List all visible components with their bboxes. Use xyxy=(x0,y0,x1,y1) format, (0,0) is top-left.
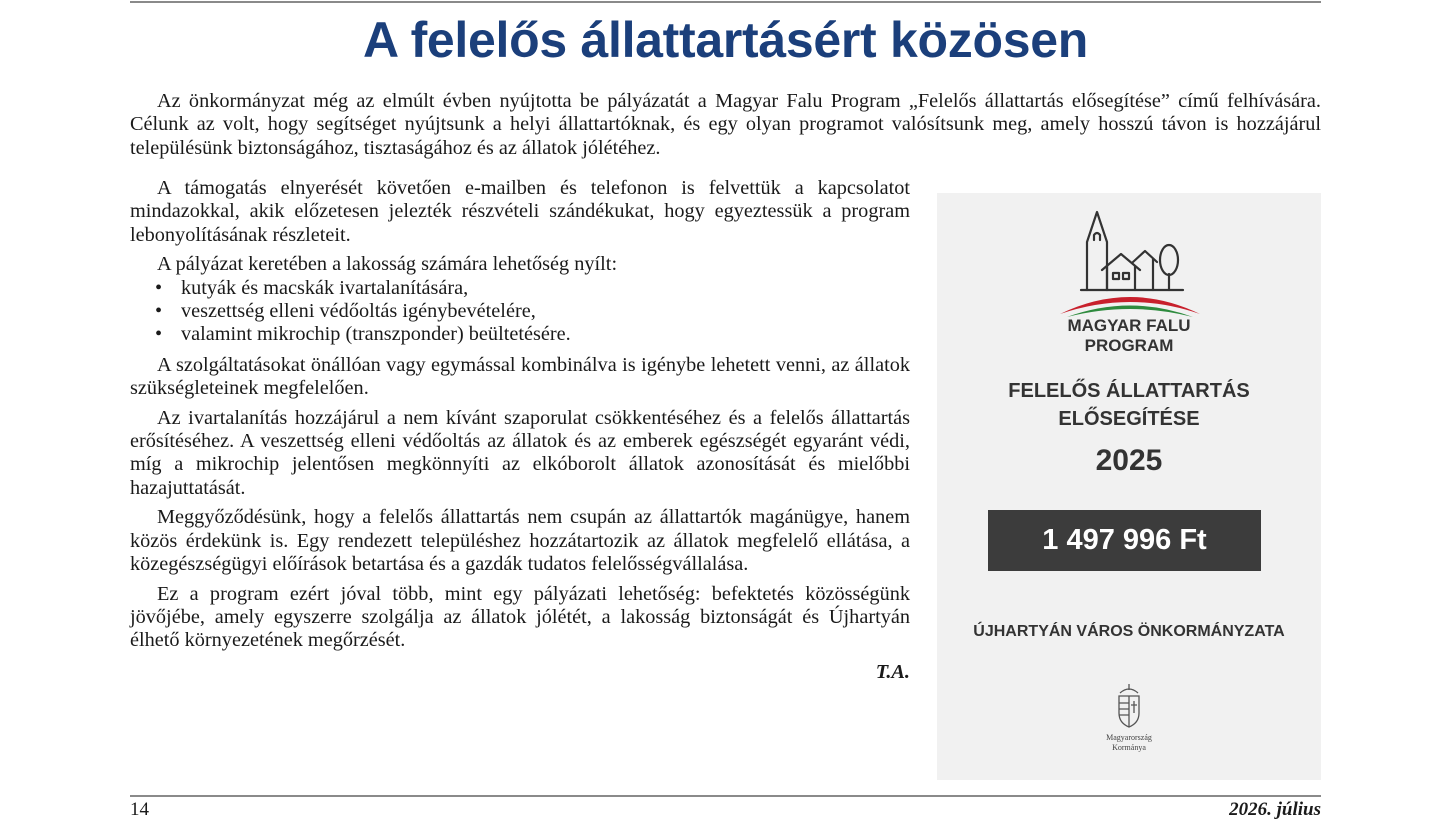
program-title xyxy=(937,377,1321,433)
top-rule xyxy=(130,1,1321,3)
list-item-text: kutyák és macskák ivartalanítására, xyxy=(181,276,469,299)
article-title: A felelős állattartásért közösen xyxy=(363,12,1088,68)
village-logo-icon xyxy=(1055,208,1205,318)
government-label xyxy=(937,733,1321,753)
body-paragraph: Ez a program ezért jóval több, mint egy pályázati lehetőség: befektetés közösségünk jövőjébe, amely egyszerre szolgálja az állatok jólétét, a lakosság biztonságát és Újhartyán élhető környezetének megőrzését. xyxy=(130,582,910,652)
beneficiary-name: ÚJHARTYÁN VÁROS ÖNKORMÁNYZATA xyxy=(973,623,1285,640)
government-line: Kormánya xyxy=(1112,743,1146,752)
body-paragraph: A szolgáltatásokat önállóan vagy egymással kombinálva is igénybe lehetett venni, az állatok szükségleteinek megfelelően. xyxy=(130,353,910,399)
page-number: 14 xyxy=(130,799,149,820)
article-body xyxy=(130,177,910,684)
list-item xyxy=(130,323,910,346)
program-title-line: ELŐSEGÍTÉSE xyxy=(1058,408,1200,430)
bullet-icon: • xyxy=(155,299,163,322)
coat-of-arms-icon xyxy=(1112,683,1146,729)
issue-date: 2026. július xyxy=(1229,799,1321,820)
body-paragraph: Az ivartalanítás hozzájárul a nem kívánt szaporulat csökkentéséhez és a felelős állattartás erősítéséhez. A veszettség elleni védőoltás az állatok és az emberek egészségét egyaránt védi, míg a mikrochip jelentősen megkönnyíti az elkóborolt állatok azonosítását és mielőbbi hazajuttatását. xyxy=(130,406,910,499)
program-title-line: FELELŐS ÁLLATTARTÁS xyxy=(1008,380,1250,402)
brand-line: MAGYAR FALU xyxy=(1067,316,1191,335)
government-line: Magyarország xyxy=(1106,733,1152,742)
list-item xyxy=(130,277,910,300)
bottom-rule xyxy=(130,795,1321,797)
body-paragraph: A pályázat keretében a lakosság számára lehetőség nyílt: xyxy=(157,253,618,276)
list-item-text: veszettség elleni védőoltás igénybevételére, xyxy=(181,299,536,322)
list-item-text: valamint mikrochip (transzponder) beültetésére. xyxy=(181,323,571,346)
program-info-panel xyxy=(937,193,1321,780)
service-list xyxy=(130,277,910,347)
grant-amount: 1 497 996 Ft xyxy=(988,510,1261,571)
bullet-icon: • xyxy=(155,276,163,299)
body-paragraph: Meggyőződésünk, hogy a felelős állattartás nem csupán az állattartók magánügye, hanem közös érdekünk is. Egy rendezett településhez hozzátartozik az állatok megfelelő ellátása, a közegészségügyi előírások betartása és a gazdák tudatos felelősségvállalása. xyxy=(130,506,910,575)
program-year: 2025 xyxy=(1095,444,1163,477)
bullet-icon: • xyxy=(155,323,163,346)
intro-paragraph: Az önkormányzat még az elmúlt évben nyújtotta be pályázatát a Magyar Falu Program „Felelős állattartás elősegítése” című felhívására. Célunk az volt, hogy segítséget nyújtsunk a helyi állattartóknak, és egy olyan programot valósítsunk meg, amely hosszú távon is hozzájárul településünk biztonságához, tisztaságához és az állatok jólétéhez. xyxy=(130,90,1321,159)
program-brand xyxy=(937,316,1321,356)
brand-line: PROGRAM xyxy=(1084,336,1174,355)
author-signature: T.A. xyxy=(875,660,910,683)
intro-block xyxy=(130,90,1321,160)
list-item xyxy=(130,300,910,323)
body-paragraph: A támogatás elnyerését követően e-mailben és telefonon is felvettük a kapcsolatot mindazokkal, akik előzetesen jelezték részvételi szándékukat, hogy egyeztessük a program lebonyolításának részleteit. xyxy=(130,177,910,246)
